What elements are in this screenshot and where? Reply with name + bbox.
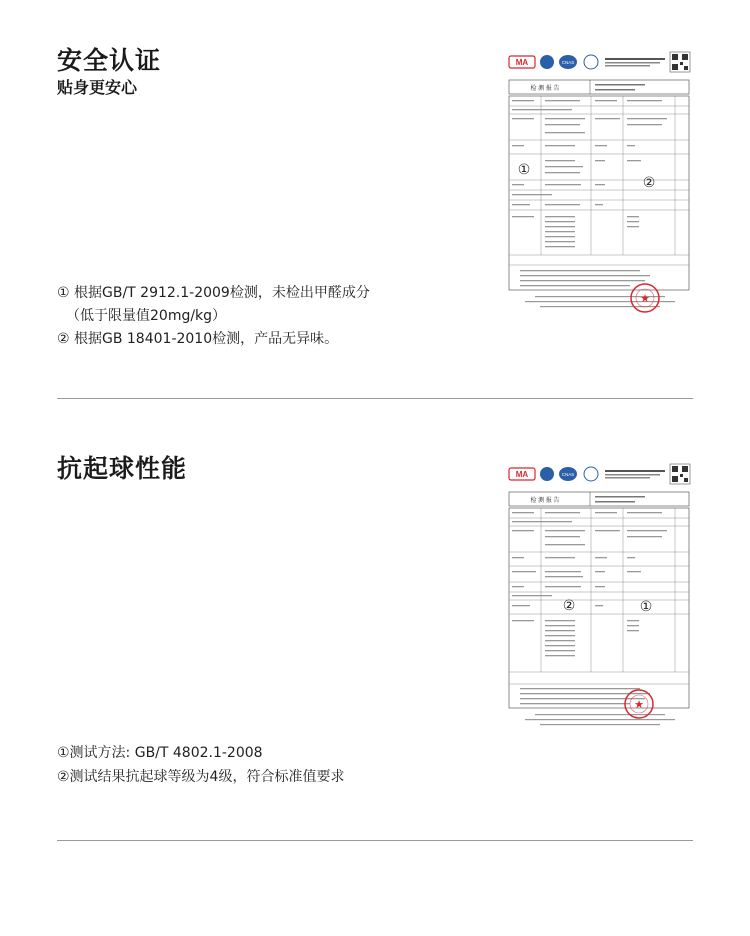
svg-text:★: ★	[634, 698, 644, 711]
test-report-image	[505, 50, 693, 320]
section-title: 安全认证	[57, 46, 162, 75]
marker-2: ②	[642, 175, 656, 191]
institute-logo-icon	[584, 55, 598, 69]
marker-1: ①	[517, 162, 531, 178]
test-report-graphic	[505, 50, 693, 320]
section-divider	[57, 398, 693, 399]
note-line-3: ② 根据GB 18401-2010检测，产品无异味。	[57, 331, 339, 347]
svg-text:CNAS: CNAS	[561, 472, 575, 477]
svg-text:MA: MA	[515, 470, 529, 479]
svg-text:MA: MA	[515, 58, 529, 67]
anti-pilling-section	[0, 400, 750, 850]
section-subtitle: 贴身更安心	[57, 78, 138, 97]
test-report-graphic	[505, 462, 693, 737]
institute-logo-icon	[584, 467, 598, 481]
svg-text:CNAS: CNAS	[561, 60, 575, 65]
svg-text:检 测 报 告: 检 测 报 告	[530, 498, 560, 504]
test-report-image	[505, 462, 693, 737]
note-line-2: （低于限量值20mg/kg）	[66, 308, 227, 324]
safety-certification-section	[0, 0, 750, 400]
section-title: 抗起球性能	[57, 454, 188, 483]
section-divider	[57, 840, 693, 841]
ilac-logo-icon	[540, 467, 554, 481]
marker-2: ②	[562, 598, 576, 614]
ilac-logo-icon	[540, 55, 554, 69]
note-line-2: ②测试结果抗起球等级为4级，符合标准值要求	[57, 769, 345, 785]
marker-1: ①	[639, 599, 653, 615]
note-line-1: ①测试方法: GB/T 4802.1-2008	[57, 745, 263, 761]
svg-text:检 测 报 告: 检 测 报 告	[530, 86, 560, 92]
note-line-1: ① 根据GB/T 2912.1-2009检测，未检出甲醛成分	[57, 285, 370, 301]
svg-text:★: ★	[640, 292, 650, 305]
